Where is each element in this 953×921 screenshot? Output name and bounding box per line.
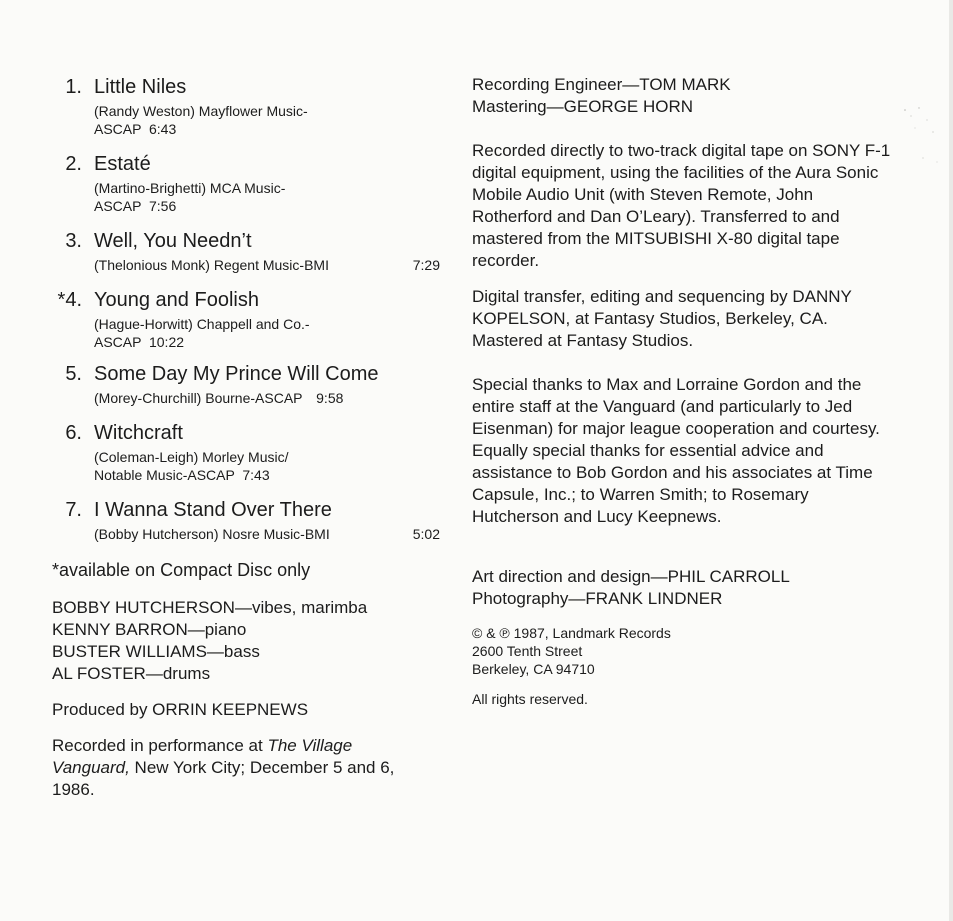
track-credit-line: Notable Music-ASCAP 7:43 bbox=[94, 467, 270, 483]
mastering-credit: Mastering—GEORGE HORN bbox=[472, 97, 694, 116]
track-credit-line: ASCAP 7:56 bbox=[94, 198, 177, 214]
engineering-credits bbox=[472, 74, 892, 118]
track-credit-line: (Morey-Churchill) Bourne-ASCAP bbox=[94, 390, 303, 406]
track-credit bbox=[94, 256, 440, 274]
track-5 bbox=[52, 361, 452, 407]
recording-location-suffix: New York City; December 5 and 6, 1986. bbox=[52, 758, 395, 799]
track-credit bbox=[94, 102, 452, 138]
track-title: Some Day My Prince Will Come bbox=[94, 363, 379, 385]
art-direction-credit: Art direction and design—PHIL CARROLL bbox=[472, 567, 790, 586]
producer-credit: Produced by ORRIN KEEPNEWS bbox=[52, 700, 309, 719]
address-line: 2600 Tenth Street bbox=[472, 643, 583, 659]
track-credit bbox=[94, 179, 452, 215]
track-duration: 9:58 bbox=[316, 390, 344, 406]
track-credit-line: ASCAP 10:22 bbox=[94, 334, 185, 350]
track-duration: 5:02 bbox=[412, 526, 440, 542]
recording-location-prefix: Recorded in performance at bbox=[52, 736, 268, 755]
track-6 bbox=[52, 420, 452, 484]
track-credit bbox=[94, 525, 440, 543]
track-credit-line: (Martino-Brighetti) MCA Music- bbox=[94, 180, 286, 196]
design-credits bbox=[472, 566, 892, 610]
personnel-item: BOBBY HUTCHERSON—vibes, marimba bbox=[52, 598, 368, 617]
liner-notes-left-column bbox=[52, 74, 452, 801]
track-credit-line: (Randy Weston) Mayflower Music- bbox=[94, 103, 308, 119]
track-number: *4. bbox=[57, 289, 82, 311]
photography-credit: Photography—FRANK LINDNER bbox=[472, 589, 723, 608]
track-duration: 7:29 bbox=[412, 257, 440, 273]
track-number: 7. bbox=[65, 499, 82, 521]
track-title: Young and Foolish bbox=[94, 289, 259, 311]
track-credit bbox=[94, 389, 452, 407]
personnel-item: BUSTER WILLIAMS—bass bbox=[52, 642, 260, 661]
track-credit-line: (Thelonious Monk) Regent Music-BMI bbox=[94, 257, 329, 273]
track-number: 5. bbox=[65, 363, 82, 385]
liner-notes-right-column bbox=[472, 74, 892, 708]
track-number: 6. bbox=[65, 422, 82, 444]
track-title: Estaté bbox=[94, 153, 151, 175]
paper-specks-decoration bbox=[897, 98, 947, 178]
recording-engineer: Recording Engineer—TOM MARK bbox=[472, 75, 731, 94]
track-title: Little Niles bbox=[94, 76, 187, 98]
digital-transfer-paragraph: Digital transfer, editing and sequencing by DANNY KOPELSON, at Fantasy Studios, Berkeley, CA. Mastered at Fantasy Studios. bbox=[472, 287, 852, 350]
copyright-line: © & ℗ 1987, Landmark Records bbox=[472, 625, 671, 641]
track-2 bbox=[52, 151, 452, 215]
track-credit-line: (Bobby Hutcherson) Nosre Music-BMI bbox=[94, 526, 330, 542]
track-credit bbox=[94, 315, 452, 351]
compact-disc-footnote: *available on Compact Disc only bbox=[52, 560, 311, 580]
personnel-list bbox=[52, 597, 452, 685]
personnel-item: AL FOSTER—drums bbox=[52, 664, 211, 683]
track-title: Well, You Needn’t bbox=[94, 230, 252, 252]
track-title: Witchcraft bbox=[94, 422, 183, 444]
rights-reserved: All rights reserved. bbox=[472, 691, 588, 707]
track-3 bbox=[52, 228, 452, 274]
track-number: 3. bbox=[65, 230, 82, 252]
address-line: Berkeley, CA 94710 bbox=[472, 661, 595, 677]
personnel-item: KENNY BARRON—piano bbox=[52, 620, 247, 639]
venue-name: The Village Vanguard, bbox=[52, 736, 353, 777]
track-credit-line: (Hague-Horwitt) Chappell and Co.- bbox=[94, 316, 310, 332]
page-edge bbox=[949, 0, 953, 921]
track-7 bbox=[52, 497, 452, 543]
track-credit bbox=[94, 448, 452, 484]
track-credit-line: ASCAP 6:43 bbox=[94, 121, 177, 137]
track-4 bbox=[52, 287, 452, 351]
track-title: I Wanna Stand Over There bbox=[94, 499, 332, 521]
track-1 bbox=[52, 74, 452, 138]
track-number: 2. bbox=[65, 153, 82, 175]
digital-recording-paragraph: Recorded directly to two-track digital tape on SONY F-1 digital equipment, using the facilities of the Aura Sonic Mobile Audio Unit (with Steven Remote, John Rotherford and Dan O’Leary). Transferred to and mastered from the MITSUBISHI X-80 digital tape recorder. bbox=[472, 141, 891, 270]
special-thanks-paragraph: Special thanks to Max and Lorraine Gordon and the entire staff at the Vanguard (and particularly to Jed Eisenman) for major league cooperation and courtesy. Equally special thanks for essential advice and assistance to Bob Gordon and his associates at Time Capsule, Inc.; to Warren Smith; to Rosemary Hutcherson and Lucy Keepnews. bbox=[472, 375, 880, 526]
track-number: 1. bbox=[65, 76, 82, 98]
recording-location bbox=[52, 735, 432, 801]
track-credit-line: (Coleman-Leigh) Morley Music/ bbox=[94, 449, 289, 465]
copyright-block bbox=[472, 624, 892, 678]
